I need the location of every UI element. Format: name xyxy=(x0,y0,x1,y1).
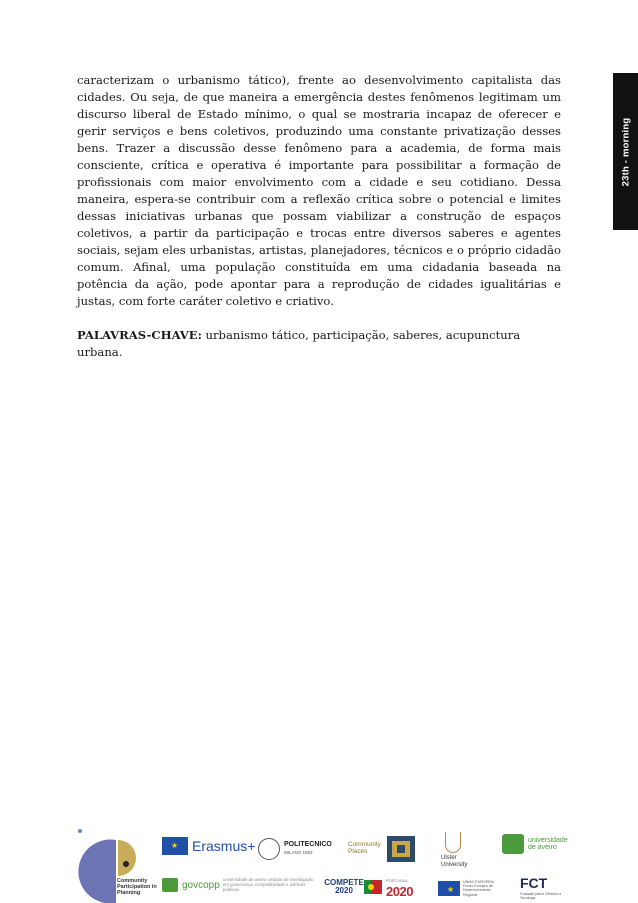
ua-emblem-icon xyxy=(502,834,524,854)
ulster-text: Ulster University xyxy=(441,855,468,868)
cpp-logo-text: Community Participation in Planning xyxy=(117,878,157,896)
fct-logo xyxy=(520,875,572,901)
erasmus-logo xyxy=(162,837,255,855)
document-body xyxy=(77,72,561,361)
sponsor-logos xyxy=(0,820,638,903)
portugal2020-logo xyxy=(386,878,413,901)
govcopp-logo xyxy=(162,878,220,892)
ua-text: universidade de aveiro xyxy=(528,837,568,851)
fct-text: FCT xyxy=(520,875,548,891)
ulster-crest-icon xyxy=(445,832,461,853)
polimi-logo xyxy=(258,838,332,860)
section-tab-label: 23th - morning xyxy=(620,117,631,186)
portugal-2020-text: 2020 xyxy=(386,884,413,899)
body-paragraph: caracterizam o urbanismo tático), frente ao desenvolvimento capitalista das cidades. Ou seja, de que maneira a emergência destes fenômenos legitimam um discurso liberal de Estado mínimo, o qual se mostraria incapaz de oferecer e gerir serviços e bens coletivos, produzindo uma constante privatização desses bens. Trazer a discussão desse fenômeno para a academia, de forma mais consciente, crítica e operativa é importante para possibilitar a formação de profissionais com maior envolvimento com a cidade e seu cotidiano. Dessa maneira, espera-se contribuir com a reflexão crítica sobre o potencial e limites dessas iniciativas urbanas que possam viabilizar a construção de espaços coletivos, a partir da participação e trocas entre diversos saberes e agentes sociais, sejam eles urbanistas, artistas, planejadores, técnicos e o próprio cidadão comum. Afinal, uma população constituída em uma cidadania baseada na potência da ação, pode apontar para a reprodução de cidades igualitárias e justas, com forte caráter coletivo e criativo. xyxy=(77,73,561,308)
keywords-line xyxy=(77,327,561,361)
community-places-icon xyxy=(385,834,417,864)
ua-unit-description: universidade de aveiro unidade de investigação em governança, competitividade e políticas públicas xyxy=(223,877,314,892)
keywords-label: PALAVRAS-CHAVE: xyxy=(77,328,202,342)
keywords-text: urbanismo tático, participação, saberes, acupunctura urbana. xyxy=(77,328,521,359)
eu-feder-logo xyxy=(438,880,501,897)
eu-flag-icon xyxy=(438,881,460,896)
govcopp-text: govcopp xyxy=(182,879,220,891)
polimi-subtext: MILANO 1863 xyxy=(284,850,313,855)
polimi-text: POLITECNICO xyxy=(284,841,332,848)
eu-flag-icon xyxy=(162,837,188,855)
portugal-label: PORTUGAL xyxy=(386,878,408,883)
fct-subtext: Fundação para a Ciência e a Tecnologia xyxy=(520,892,561,900)
republica-portuguesa-icon xyxy=(364,880,382,894)
polimi-seal-icon xyxy=(258,838,280,860)
ua-logo xyxy=(502,834,572,854)
eu-feder-text: UNIÃO EUROPEIA Fundo Europeu de Desenvolvimento Regional xyxy=(463,880,494,897)
ulster-logo xyxy=(441,832,481,869)
community-places-text: Community Places xyxy=(348,841,381,855)
erasmus-text: Erasmus+ xyxy=(192,838,256,854)
compete-logo: COMPETE 2020 xyxy=(324,878,364,895)
section-tab xyxy=(613,73,638,230)
govcopp-emblem-icon xyxy=(162,878,178,892)
